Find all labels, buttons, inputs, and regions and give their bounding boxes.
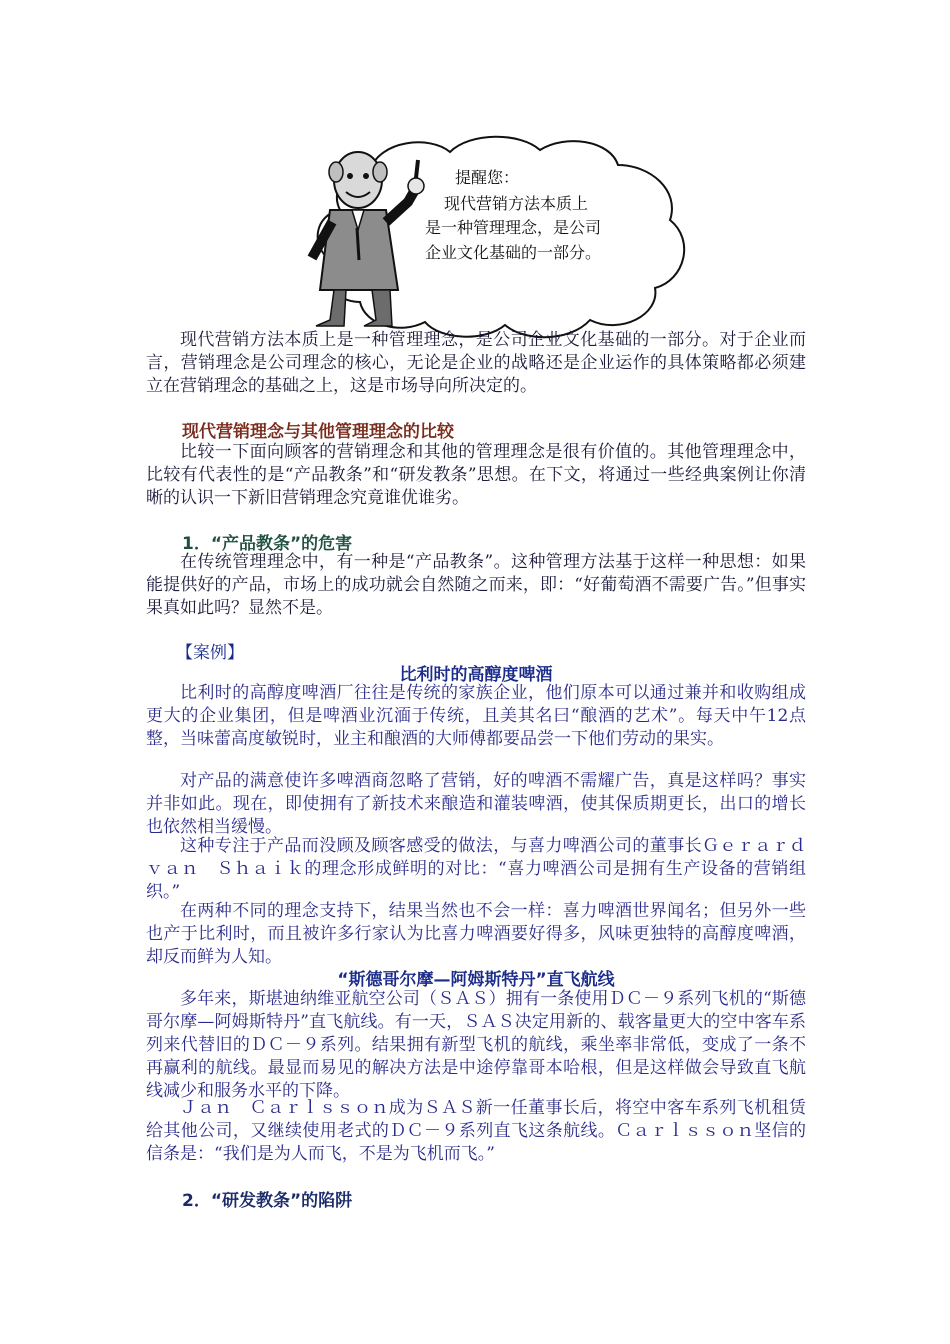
reminder-line-2: 是一种管理理念，是公司 [425,218,602,237]
case1-title: 比利时的高醇度啤酒 [399,665,553,685]
reminder-line-3: 企业文化基础的一部分。 [425,243,602,262]
case2-title: “斯德哥尔摩—阿姆斯特丹”直飞航线 [337,970,615,990]
section-heading-compare: 现代营销理念与其他管理理念的比较 [182,422,454,442]
section-heading-product-dogma: 1．“产品教条”的危害 [182,534,353,554]
section-compare-body: 比较一下面向顾客的营销理念和其他的管理理念是很有价值的。其他管理理念中，比较有代表性的是“产品教条”和“研发教条”思想。在下文，将通过一些经典案例让你清晰的认识一下新旧营销理念究竟谁优谁劣。 [146,442,806,508]
reminder-title: 提醒您： [455,168,520,187]
reminder-line-1: 现代营销方法本质上 [444,194,589,213]
case1-paragraph-2: 对产品的满意使许多啤酒商忽略了营销，好的啤酒不需耀广告，真是这样吗？事实并非如此。现在，即使拥有了新技术来酿造和灌装啤酒，使其保质期更长，出口的增长也依然相当缓慢。 [146,771,806,837]
intro-paragraph: 现代营销方法本质上是一种管理理念，是公司企业文化基础的一部分。对于企业而言，营销理念是公司理念的核心，无论是企业的战略还是企业运作的具体策略都必须建立在营销理念的基础之上，这是市场导向所决定的。 [146,330,806,396]
case1-paragraph-4: 在两种不同的理念支持下，结果当然也不会一样：喜力啤酒世界闻名；但另外一些也产于比利时，而且被许多行家认为比喜力啤酒要好得多，风味更独特的高醇度啤酒，却反而鲜为人知。 [146,901,806,967]
case2-paragraph-1: 多年来，斯堪迪纳维亚航空公司（ＳＡＳ）拥有一条使用ＤＣ－９系列飞机的“斯德哥尔摩—阿姆斯特丹”直飞航线。有一天，ＳＡＳ决定用新的、载客量更大的空中客车系列来代替旧的ＤＣ－９系列。结果拥有新型飞机的航线，乘坐率非常低，变成了一条不再赢利的航线。最显而易见的解决方法是中途停靠哥本哈根，但是这样做会导致直飞航线减少和服务水平的下降。 [146,989,806,1101]
case2-paragraph-2: Ｊａｎ Ｃａｒｌｓｓｏｎ成为ＳＡＳ新一任董事长后，将空中客车系列飞机租赁给其他公司，又继续使用老式的ＤＣ－９系列直飞这条航线。Ｃａｒｌｓｓｏｎ坚信的信条是：“我们是为人而飞，不是为飞机而飞。” [146,1098,806,1164]
section-heading-rd-dogma: 2．“研发教条”的陷阱 [182,1191,353,1211]
case1-paragraph-3: 这种专注于产品而没顾及顾客感受的做法，与喜力啤酒公司的董事长Ｇｅｒａｒｄ ｖａｎ Ｓｈａｉｋ的理念形成鲜明的对比：“喜力啤酒公司是拥有生产设备的营销组织。” [146,836,823,902]
case1-paragraph-1: 比利时的高醇度啤酒厂往往是传统的家族企业，他们原本可以通过兼并和收购组成更大的企业集团，但是啤酒业沉湎于传统，且美其名曰“酿酒的艺术”。每天中午12点整，当味蕾高度敏锐时，业主和酿酒的大师傅都要品尝一下他们劳动的果实。 [146,683,806,749]
case-tag: 【案例】 [176,643,244,663]
section1-body: 在传统管理理念中，有一种是“产品教条”。这种管理方法基于这样一种思想：如果能提供好的产品，市场上的成功就会自然随之而来，即：“好葡萄酒不需要广告。”但事实果真如此吗？显然不是。 [146,552,806,618]
